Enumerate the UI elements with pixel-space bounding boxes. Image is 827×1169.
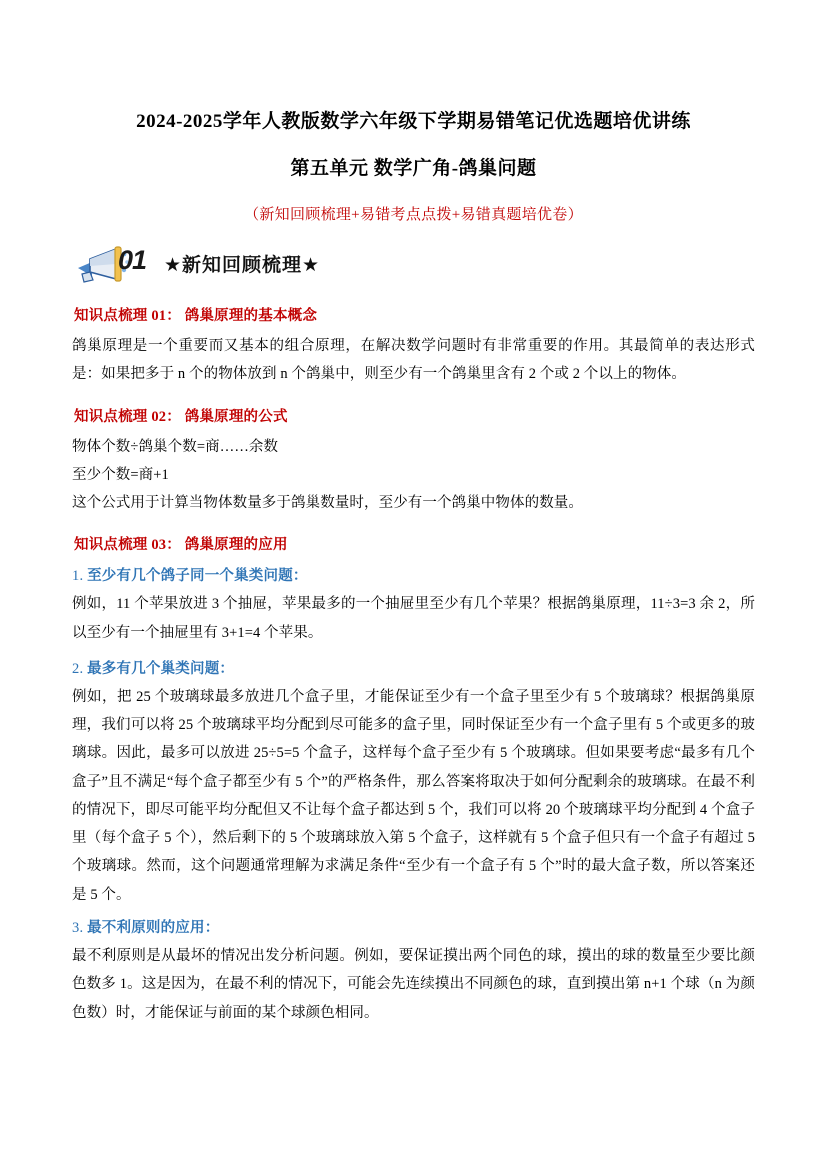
subsection-title-3: 最不利原则的应用：	[87, 919, 220, 936]
subsection-title-1: 至少有几个鸽子同一个巢类问题：	[87, 568, 308, 585]
subsection-heading-1	[72, 564, 755, 585]
page-subtitle: 第五单元 数学广角-鸽巢问题	[290, 157, 537, 179]
subsection-paragraph-3: 最不利原则是从最坏的情况出发分析问题。例如，要保证摸出两个同色的球，摸出的球的数量至少要比颜色数多 1。这是因为，在最不利的情况下，可能会先连续摸出不同颜色的球，直到摸出第 n+1 个球（n 为颜色数）时，才能保证与前面的某个球颜色相同。	[72, 947, 755, 1021]
subsection-title-2: 最多有几个巢类问题：	[87, 660, 235, 677]
banner-number: 01	[118, 245, 147, 275]
formula-line-2: 至少个数=商+1	[72, 466, 169, 483]
knowledge-point-heading-3: 知识点梳理 03： 鸽巢原理的应用	[74, 537, 288, 554]
subsection-heading-2	[72, 657, 755, 678]
knowledge-point-paragraph-2: 这个公式用于计算当物体数量多于鸽巢数量时，至少有一个鸽巢中物体的数量。	[72, 495, 583, 512]
banner-label: ★新知回顾梳理★	[164, 255, 321, 276]
formula-line-1: 物体个数÷鸽巢个数=商……余数	[72, 438, 279, 455]
subsection-number-2: 2.	[72, 660, 84, 677]
subsection-paragraph-2: 例如，把 25 个玻璃球最多放进几个盒子里，才能保证至少有一个盒子里至少有 5 个玻璃球？根据鸽巢原理，我们可以将 25 个玻璃球平均分配到尽可能多的盒子里，同时保证至少有一个盒子里有 5 个或更多的玻璃球。因此，最多可以放进 25÷5=5 个盒子，这样每个盒子至少有 5 个玻璃球。但如果要考虑“最多有几个盒子”且不满足“每个盒子都至少有 5 个”的严格条件，那么答案将取决于如何分配剩余的玻璃球。在最不利的情况下，即尽可能平均分配但又不让每个盒子都达到 5 个，我们可以将 20 个玻璃球平均分配到 4 个盒子里（每个盒子 5 个），然后剩下的 5 个玻璃球放入第 5 个盒子，这样就有 5 个盒子但只有一个盒子有超过 5 个玻璃球。然而，这个问题通常理解为求满足条件“至少有一个盒子有 5 个”时的最大盒子数，所以答案还是 5 个。	[72, 688, 755, 903]
subsection-number-1: 1.	[72, 568, 84, 585]
page-note: （新知回顾梳理+易错考点点拨+易错真题培优卷）	[244, 207, 583, 223]
subsection-heading-3	[72, 916, 755, 937]
subsection-number-3: 3.	[72, 919, 84, 936]
section-banner	[72, 242, 755, 288]
page-title: 2024-2025学年人教版数学六年级下学期易错笔记优选题培优讲练	[136, 111, 691, 132]
knowledge-point-heading-1: 知识点梳理 01： 鸽巢原理的基本概念	[74, 308, 318, 324]
subsection-paragraph-1: 例如，11 个苹果放进 3 个抽屉，苹果最多的一个抽屉里至少有几个苹果？根据鸽巢原理，11÷3=3 余 2，所以至少有一个抽屉里有 3+1=4 个苹果。	[72, 596, 755, 641]
knowledge-point-paragraph-1: 鸽巢原理是一个重要而又基本的组合原理，在解决数学问题时有非常重要的作用。其最简单的表达形式是：如果把多于 n 个的物体放到 n 个鸽巢中，则至少有一个鸽巢里含有 2 个或 2 个以上的物体。	[72, 338, 755, 383]
knowledge-point-heading-2: 知识点梳理 02： 鸽巢原理的公式	[74, 408, 288, 425]
